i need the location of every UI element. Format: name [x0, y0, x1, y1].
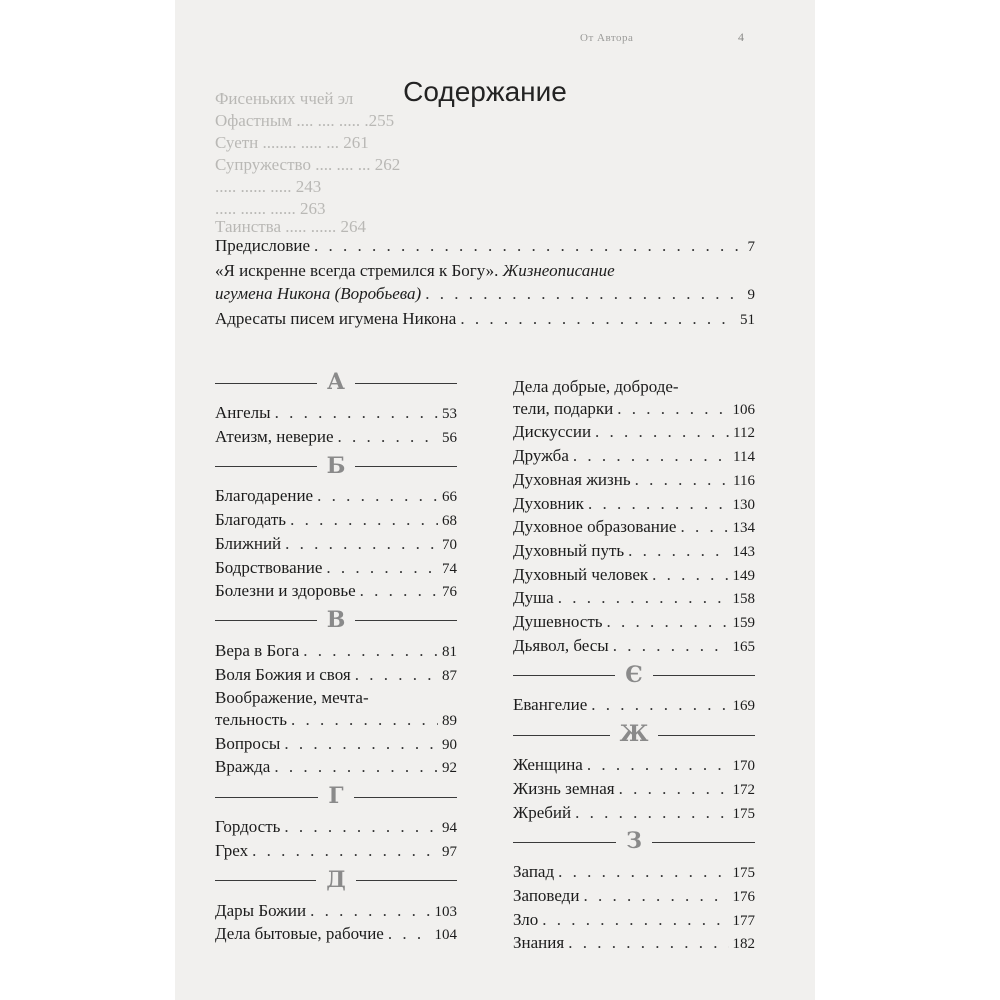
toc-entry-label: Запад	[513, 862, 555, 882]
toc-entry-page: 177	[732, 912, 755, 929]
toc-entry-page: 159	[732, 615, 755, 632]
toc-entry-label: тели, подарки	[513, 398, 614, 418]
toc-entry	[513, 587, 755, 611]
toc-entry-page: 175	[732, 865, 755, 882]
toc-entry	[513, 909, 755, 933]
toc-entry	[513, 445, 755, 469]
toc-entry-page: 176	[732, 888, 755, 905]
toc-entry	[215, 640, 457, 664]
toc-entry	[513, 540, 755, 564]
leader-dots	[317, 485, 438, 507]
toc-entry-page: 116	[733, 472, 755, 489]
letter-divider	[215, 606, 457, 636]
leader-dots	[285, 533, 438, 555]
toc-entry-page: 112	[733, 425, 755, 442]
leader-dots	[355, 664, 438, 686]
leader-dots	[613, 635, 729, 657]
toc-entry-page: 172	[732, 781, 755, 798]
toc-entry-label: Воля Божия и своя	[215, 664, 351, 684]
toc-entry	[513, 802, 755, 826]
divider-rule	[513, 735, 610, 736]
divider-rule	[513, 842, 616, 843]
toc-entry	[513, 469, 755, 493]
section-letter: З	[626, 828, 642, 855]
leader-dots	[568, 932, 728, 954]
toc-entry-page: 97	[442, 843, 457, 860]
toc-entry-label: Предисловие	[215, 236, 311, 255]
running-header: От Автора	[580, 32, 634, 44]
leader-dots	[284, 733, 438, 755]
toc-entry-label: Жизнь земная	[513, 778, 615, 798]
bleed-through-line: Супружество .... .... ... 262	[215, 155, 401, 174]
toc-entry-page: 56	[442, 429, 457, 446]
toc-entry-label: Дружба	[513, 446, 569, 466]
toc-entry	[513, 564, 755, 588]
toc-entry-page: 134	[732, 520, 755, 537]
toc-entry-label: тельность	[215, 710, 287, 730]
divider-rule	[215, 880, 316, 881]
leader-dots	[628, 540, 728, 562]
leader-dots	[619, 778, 729, 800]
leader-dots	[595, 421, 729, 443]
leader-dots	[583, 885, 728, 907]
divider-rule	[215, 383, 317, 384]
toc-entry-page: 76	[442, 584, 457, 601]
toc-entry	[215, 259, 755, 282]
toc-entry	[513, 932, 755, 956]
toc-entry-continuation	[215, 282, 755, 307]
toc-entry	[215, 687, 457, 709]
divider-rule	[653, 675, 755, 676]
divider-rule	[652, 842, 755, 843]
letter-divider	[513, 720, 755, 750]
toc-entry-page: 103	[434, 903, 457, 920]
toc-entry	[513, 635, 755, 659]
leader-dots	[652, 564, 728, 586]
toc-entry-label: Адресаты писем игумена Никона	[215, 309, 457, 328]
toc-entry-label-italic: Жизнеописание	[502, 261, 615, 280]
toc-entry-label: Знания	[513, 933, 565, 953]
toc-entry	[513, 516, 755, 540]
toc-entry-label: «Я искренне всегда стремился к Богу».	[215, 261, 499, 280]
toc-entry	[513, 421, 755, 445]
toc-entry-label: Заповеди	[513, 885, 580, 905]
leader-dots	[617, 398, 728, 420]
toc-entry-page: 143	[732, 543, 755, 560]
leader-dots	[290, 509, 438, 531]
toc-entry-page: 130	[732, 496, 755, 513]
divider-rule	[215, 466, 317, 467]
bleed-through-line: Суетн ........ ..... ... 261	[215, 133, 369, 152]
letter-divider	[215, 866, 457, 896]
divider-rule	[513, 675, 615, 676]
toc-entry	[215, 402, 457, 426]
leader-dots	[388, 923, 431, 945]
section-letter: Б	[326, 452, 346, 479]
leader-dots	[573, 445, 729, 467]
toc-entry	[215, 900, 457, 924]
toc-entry-label: Грех	[215, 840, 249, 860]
page-number: 4	[738, 30, 744, 44]
toc-entry-page: 165	[732, 638, 755, 655]
divider-rule	[356, 880, 457, 881]
toc-entry-label: Гордость	[215, 817, 281, 837]
toc-entry	[215, 664, 457, 688]
toc-entry	[215, 307, 755, 332]
toc-entry-label: Душевность	[513, 612, 603, 632]
divider-rule	[215, 620, 317, 621]
leader-dots	[291, 709, 438, 731]
toc-entry	[513, 611, 755, 635]
toc-right-column	[513, 376, 755, 956]
divider-rule	[354, 797, 457, 798]
toc-entry-label: Вопросы	[215, 733, 281, 753]
section-letter: Ж	[619, 721, 649, 748]
toc-entry-page: 175	[732, 805, 755, 822]
toc-entry-page: 81	[442, 643, 457, 660]
toc-entry-label: Душа	[513, 588, 554, 608]
leader-dots	[425, 282, 743, 305]
divider-rule	[355, 466, 457, 467]
toc-entry	[513, 754, 755, 778]
letter-divider	[215, 782, 457, 812]
toc-entry-page: 182	[732, 936, 755, 953]
toc-entry-page: 170	[732, 758, 755, 775]
leader-dots	[588, 493, 729, 515]
toc-entry-page: 149	[732, 567, 755, 584]
toc-entry-label: Духовный человек	[513, 564, 649, 584]
front-matter-list	[215, 234, 755, 332]
toc-entry	[215, 426, 457, 450]
toc-entry	[513, 376, 755, 398]
toc-entry-label: Благодать	[215, 510, 287, 530]
bleed-through-line: Таинства ..... ...... 264	[215, 217, 367, 236]
leader-dots	[338, 426, 439, 448]
toc-entry-label: Зло	[513, 909, 539, 929]
divider-rule	[355, 383, 457, 384]
toc-entry-page: 9	[747, 287, 755, 303]
section-letter: В	[326, 607, 346, 634]
leader-dots	[275, 402, 438, 424]
toc-entry-label: Дела бытовые, рабочие	[215, 924, 384, 944]
section-letter: Д	[326, 866, 346, 893]
toc-entry-continuation	[215, 709, 457, 733]
toc-entry	[513, 694, 755, 718]
toc-entry-label: Жребий	[513, 802, 572, 822]
letter-divider	[513, 660, 755, 690]
leader-dots	[591, 694, 728, 716]
toc-entry-label: Бодрствование	[215, 557, 323, 577]
section-letter: А	[327, 369, 345, 396]
leader-dots	[575, 802, 728, 824]
toc-entry	[215, 756, 457, 780]
leader-dots	[635, 469, 729, 491]
toc-entry-page: 74	[442, 560, 457, 577]
toc-entry-label: Евангелие	[513, 695, 588, 715]
leader-dots	[460, 307, 736, 330]
toc-entry-page: 70	[442, 536, 457, 553]
toc-entry	[513, 493, 755, 517]
toc-entry-page: 114	[733, 449, 755, 466]
page-title: Содержание	[403, 76, 567, 107]
toc-entry-label: Дискуссии	[513, 422, 592, 442]
section-letter: Є	[625, 661, 643, 688]
bleed-through-line: ..... ...... ..... 243	[215, 177, 322, 196]
toc-entry-label: Атеизм, неверие	[215, 426, 334, 446]
leader-dots	[314, 234, 743, 257]
toc-entry-label: Болезни и здоровье	[215, 581, 356, 601]
toc-entry-label-italic: игумена Никона (Воробьева)	[215, 284, 422, 303]
toc-entry	[215, 923, 457, 947]
section-letter: Г	[328, 783, 344, 810]
divider-rule	[215, 797, 318, 798]
toc-entry	[215, 234, 755, 259]
toc-entry	[215, 580, 457, 604]
toc-entry	[215, 816, 457, 840]
leader-dots	[310, 900, 430, 922]
toc-entry-page: 89	[442, 713, 457, 730]
toc-entry-label: Дьявол, бесы	[513, 635, 609, 655]
leader-dots	[326, 557, 438, 579]
toc-entry-label: Ангелы	[215, 403, 271, 422]
leader-dots	[303, 640, 438, 662]
toc-entry	[215, 733, 457, 757]
leader-dots	[558, 587, 729, 609]
letter-divider	[215, 451, 457, 481]
leader-dots	[587, 754, 729, 776]
toc-entry	[513, 778, 755, 802]
toc-entry-label: Духовное образование	[513, 517, 677, 537]
toc-entry-page: 90	[442, 736, 457, 753]
leader-dots	[558, 861, 728, 883]
toc-entry-page: 94	[442, 820, 457, 837]
toc-entry-label: Воображение, мечта-	[215, 688, 369, 708]
toc-entry-page: 92	[442, 760, 457, 777]
letter-divider	[215, 368, 457, 398]
bleed-through-line: Офастным .... .... ..... .255	[215, 111, 395, 130]
toc-entry-page: 169	[732, 698, 755, 715]
toc-entry	[215, 533, 457, 557]
bleed-through-line: ..... ...... ...... 263	[215, 199, 326, 218]
toc-entry-page: 87	[442, 667, 457, 684]
leader-dots	[360, 580, 438, 602]
leader-dots	[284, 816, 438, 838]
toc-entry-label: Ближний	[215, 533, 282, 553]
toc-entry-continuation	[513, 398, 755, 422]
toc-entry	[215, 485, 457, 509]
toc-entry	[513, 885, 755, 909]
toc-entry-page: 104	[434, 927, 457, 944]
toc-left-column	[215, 366, 457, 947]
leader-dots	[252, 840, 438, 862]
toc-entry-page: 7	[747, 239, 755, 255]
leader-dots	[274, 756, 438, 778]
toc-entry-page: 106	[732, 401, 755, 418]
leader-dots	[542, 909, 728, 931]
bleed-through-line: Фисеньких ччей эл	[215, 89, 354, 108]
toc-entry-label: Дела добрые, доброде-	[513, 377, 679, 396]
toc-entry	[215, 557, 457, 581]
leader-dots	[607, 611, 729, 633]
toc-entry-label: Духовный путь	[513, 540, 625, 560]
toc-entry-label: Вражда	[215, 757, 271, 777]
toc-entry-label: Вера в Бога	[215, 640, 300, 660]
toc-entry-page: 66	[442, 489, 457, 506]
letter-divider	[513, 827, 755, 857]
toc-entry-page: 53	[442, 406, 457, 422]
toc-entry-label: Дары Божии	[215, 900, 307, 920]
toc-entry	[215, 840, 457, 864]
leader-dots	[680, 516, 728, 538]
toc-entry	[513, 861, 755, 885]
toc-entry-label: Женщина	[513, 755, 583, 775]
toc-entry-label: Духовная жизнь	[513, 469, 631, 489]
toc-entry-label: Духовник	[513, 493, 584, 513]
toc-entry	[215, 509, 457, 533]
divider-rule	[658, 735, 755, 736]
toc-entry-page: 68	[442, 513, 457, 530]
toc-entry-page: 158	[732, 591, 755, 608]
divider-rule	[355, 620, 457, 621]
toc-entry-label: Благодарение	[215, 486, 314, 506]
toc-entry-page: 51	[740, 312, 755, 328]
